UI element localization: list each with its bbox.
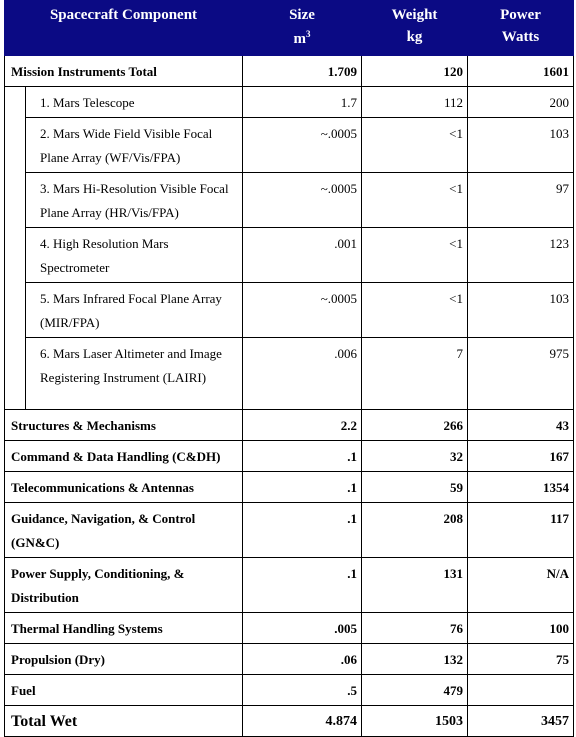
size-cell: .1 bbox=[243, 441, 362, 472]
component-cell: Command & Data Handling (C&DH) bbox=[5, 441, 243, 472]
table-row bbox=[5, 410, 574, 441]
power-cell: 100 bbox=[468, 613, 574, 644]
size-cell: 1.7 bbox=[243, 87, 362, 118]
size-cell: .1 bbox=[243, 472, 362, 503]
size-cell: .06 bbox=[243, 644, 362, 675]
component-cell: Structures & Mechanisms bbox=[5, 410, 243, 441]
power-cell: 75 bbox=[468, 644, 574, 675]
table-row bbox=[5, 118, 574, 173]
size-cell: ~.0005 bbox=[243, 118, 362, 173]
component-cell: Total Wet bbox=[5, 706, 243, 737]
table-row bbox=[5, 173, 574, 228]
power-header: Power Watts bbox=[468, 1, 574, 56]
weight-cell: 132 bbox=[362, 644, 468, 675]
size-header: Size $m^3$ bbox=[243, 1, 362, 56]
component-cell: Power Supply, Conditioning, & Distribution bbox=[5, 558, 243, 613]
weight-cell: <1 bbox=[362, 173, 468, 228]
weight-cell: <1 bbox=[362, 283, 468, 338]
power-cell: 1354 bbox=[468, 472, 574, 503]
power-cell: 975 bbox=[468, 338, 574, 410]
power-cell: 167 bbox=[468, 441, 574, 472]
weight-cell: <1 bbox=[362, 118, 468, 173]
table-row bbox=[5, 283, 574, 338]
table-row bbox=[5, 228, 574, 283]
total-row bbox=[5, 706, 574, 737]
table-row bbox=[5, 441, 574, 472]
weight-cell: 266 bbox=[362, 410, 468, 441]
weight-header: Weight kg bbox=[362, 1, 468, 56]
weight-cell: 76 bbox=[362, 613, 468, 644]
component-cell: Telecommunications & Antennas bbox=[5, 472, 243, 503]
header-row bbox=[5, 1, 574, 56]
component-cell: 4. High Resolution Mars Spectrometer bbox=[26, 228, 243, 283]
table-row bbox=[5, 503, 574, 558]
size-cell: 1.709 bbox=[243, 56, 362, 87]
weight-cell: 1503 bbox=[362, 706, 468, 737]
power-cell: N/A bbox=[468, 558, 574, 613]
weight-cell: 208 bbox=[362, 503, 468, 558]
power-cell: 200 bbox=[468, 87, 574, 118]
power-cell: 1601 bbox=[468, 56, 574, 87]
power-cell: 123 bbox=[468, 228, 574, 283]
table-row bbox=[5, 613, 574, 644]
power-cell: 97 bbox=[468, 173, 574, 228]
component-header: Spacecraft Component bbox=[5, 1, 243, 56]
table-row bbox=[5, 644, 574, 675]
component-cell: Guidance, Navigation, & Control (GN&C) bbox=[5, 503, 243, 558]
size-cell: 4.874 bbox=[243, 706, 362, 737]
component-cell: Fuel bbox=[5, 675, 243, 706]
weight-cell: 131 bbox=[362, 558, 468, 613]
table-row bbox=[5, 558, 574, 613]
power-cell: 3457 bbox=[468, 706, 574, 737]
component-cell: Propulsion (Dry) bbox=[5, 644, 243, 675]
weight-cell: 479 bbox=[362, 675, 468, 706]
size-cell: .005 bbox=[243, 613, 362, 644]
size-cell: ~.0005 bbox=[243, 283, 362, 338]
component-cell: 6. Mars Laser Altimeter and Image Registering Instrument (LAIRI) bbox=[26, 338, 243, 410]
indent-spacer bbox=[5, 87, 26, 410]
size-cell: ~.0005 bbox=[243, 173, 362, 228]
weight-cell: 59 bbox=[362, 472, 468, 503]
weight-cell: 7 bbox=[362, 338, 468, 410]
weight-cell: 112 bbox=[362, 87, 468, 118]
power-cell: 103 bbox=[468, 283, 574, 338]
table-row bbox=[5, 56, 574, 87]
size-cell: .001 bbox=[243, 228, 362, 283]
power-cell: 117 bbox=[468, 503, 574, 558]
power-cell bbox=[468, 675, 574, 706]
component-cell: 3. Mars Hi-Resolution Visible Focal Plane Array (HR/Vis/FPA) bbox=[26, 173, 243, 228]
size-cell: .5 bbox=[243, 675, 362, 706]
table-row bbox=[5, 675, 574, 706]
weight-cell: 120 bbox=[362, 56, 468, 87]
component-cell: 1. Mars Telescope bbox=[26, 87, 243, 118]
component-cell: Mission Instruments Total bbox=[5, 56, 243, 87]
size-cell: .1 bbox=[243, 503, 362, 558]
weight-cell: <1 bbox=[362, 228, 468, 283]
table-row bbox=[5, 338, 574, 410]
weight-cell: 32 bbox=[362, 441, 468, 472]
component-cell: 5. Mars Infrared Focal Plane Array (MIR/FPA) bbox=[26, 283, 243, 338]
table-row bbox=[5, 87, 574, 118]
table-row bbox=[5, 472, 574, 503]
component-cell: 2. Mars Wide Field Visible Focal Plane Array (WF/Vis/FPA) bbox=[26, 118, 243, 173]
component-cell: Thermal Handling Systems bbox=[5, 613, 243, 644]
spacecraft-components-table bbox=[4, 0, 574, 737]
size-cell: .1 bbox=[243, 558, 362, 613]
size-cell: 2.2 bbox=[243, 410, 362, 441]
size-cell: .006 bbox=[243, 338, 362, 410]
power-cell: 43 bbox=[468, 410, 574, 441]
power-cell: 103 bbox=[468, 118, 574, 173]
